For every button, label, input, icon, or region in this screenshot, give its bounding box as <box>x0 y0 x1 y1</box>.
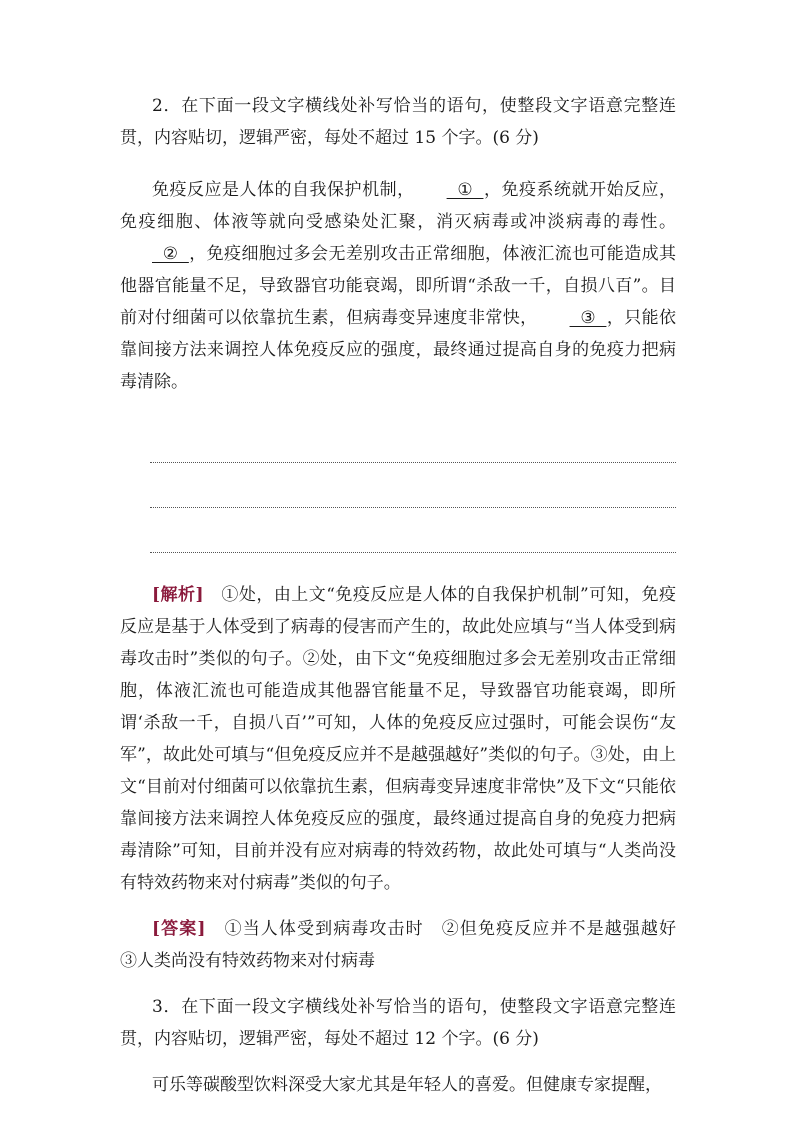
answer-text: ①当人体受到病毒攻击时 ②但免疫反应并不是越强越好 ③人类尚没有特效药物来对付病毒 <box>120 919 693 971</box>
blank-3[interactable]: ③ <box>569 308 607 328</box>
passage-text-2: ，免疫系统就开始反应，免疫细胞、体液等就向受感染处汇聚，消灭病毒或冲淡病毒的毒性。 <box>120 180 677 232</box>
question-3-passage: 可乐等碳酸型饮料深受大家尤其是年轻人的喜爱。但健康专家提醒， <box>152 1075 662 1095</box>
answer-paragraph <box>120 913 693 977</box>
passage-text-4: ，只能依靠间接方法来调控人体免疫反应的强度，最终通过提高自身的免疫力把病毒清除。 <box>120 308 677 392</box>
question-2-passage <box>120 174 676 398</box>
blank-2[interactable]: ② <box>152 244 189 264</box>
answer-line[interactable] <box>150 418 676 463</box>
passage-text-1: 免疫反应是人体的自我保护机制， <box>152 180 415 200</box>
analysis-tag: [解析] <box>152 585 204 605</box>
analysis-paragraph <box>120 579 676 899</box>
blank-1[interactable]: ① <box>446 180 484 200</box>
answer-line[interactable] <box>150 508 676 553</box>
answer-line[interactable] <box>150 463 676 508</box>
question-2-stem: 2．在下面一段文字横线处补写恰当的语句，使整段文字语意完整连贯，内容贴切，逻辑严密，每处不超过 15 个字。(6 分) <box>120 96 676 148</box>
answer-lines <box>120 418 676 553</box>
analysis-text: ①处，由上文“免疫反应是人体的自我保护机制”可知，免疫反应是基于人体受到了病毒的侵害而产生的，故此处应填与“当人体受到病毒攻击时”类似的句子。②处，由下文“免疫细胞过多会无差别攻击正常细胞，体液汇流也可能造成其他器官能量不足，导致器官功能衰竭，即所谓‘杀敌一千，自损八百’”可知，人体的免疫反应过强时，可能会误伤“友军”，故此处可填与“但免疫反应并不是越强越好”类似的句子。③处，由上文“目前对付细菌可以依靠抗生素，但病毒变异速度非常快”及下文“只能依靠间接方法来调控人体免疫反应的强度，最终通过提高自身的免疫力把病毒清除”可知，目前并没有应对病毒的特效药物，故此处可填与“人类尚没有特效药物来对付病毒”类似的句子。 <box>120 585 676 893</box>
document-body <box>120 90 693 1101</box>
passage-text-3: ，免疫细胞过多会无差别攻击正常细胞，体液汇流也可能造成其他器官能量不足，导致器官功能衰竭，即所谓“杀敌一千，自损八百”。目前对付细菌可以依靠抗生素，但病毒变异速度非常快， <box>120 244 676 328</box>
question-3-stem: 3．在下面一段文字横线处补写恰当的语句，使整段文字语意完整连贯，内容贴切，逻辑严密，每处不超过 12 个字。(6 分) <box>120 997 676 1049</box>
answer-tag: [答案] <box>152 919 206 939</box>
